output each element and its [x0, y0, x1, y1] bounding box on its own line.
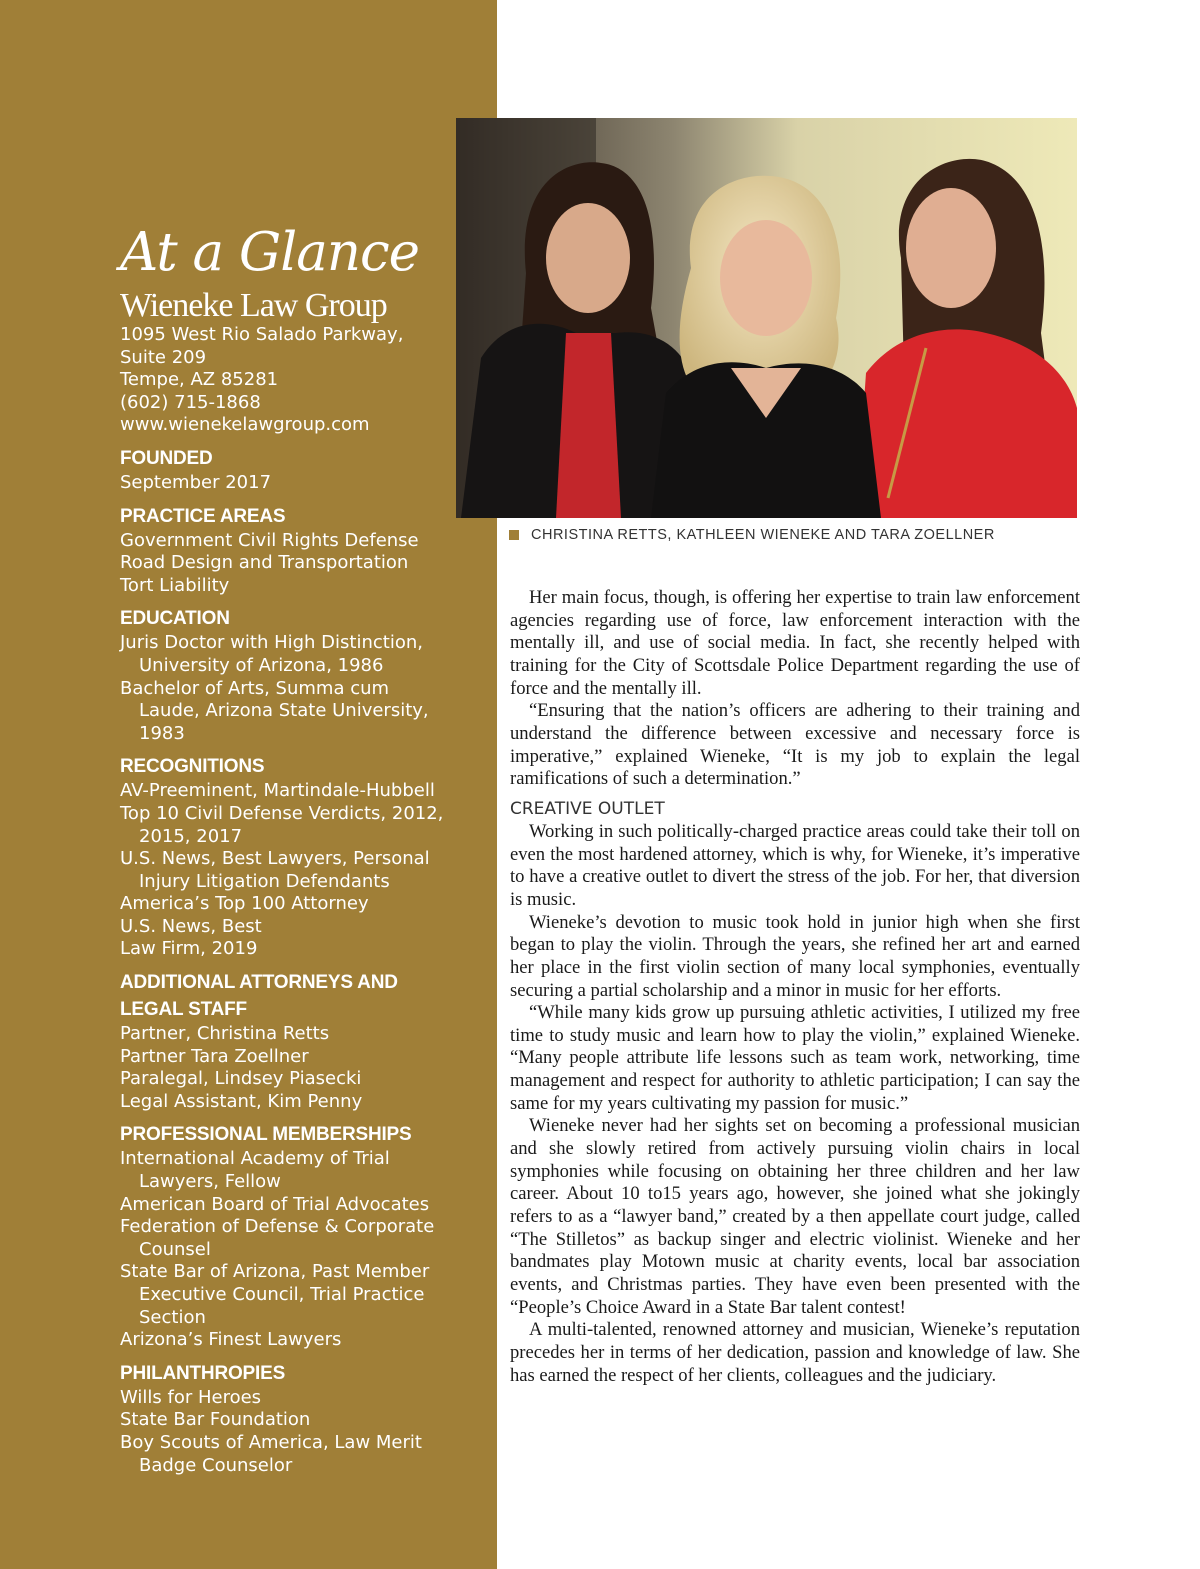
staff-heading-cont: LEGAL STAFF [120, 999, 247, 1021]
paragraph: Her main focus, though, is offering her expertise to train law enforcement agencies regarding use of force, law enforcement interaction with the mentally ill, and use of social media. In fact, she recently helped with training for the City of Scottsdale Police Department regarding the use of force and the mentally ill. [510, 587, 1080, 699]
education-item: Bachelor of Arts, Summa cum [120, 677, 390, 699]
city-line: Tempe, AZ 85281 [120, 369, 279, 391]
article-body [510, 587, 1080, 1387]
paragraph: Wieneke’s devotion to music took hold in junior high when she first began to play the violin. Through the years, she refined her art and earned her place in the first violin section of many local symphonies, eventually securing a partial scholarship and a minor in music for her efforts. [510, 911, 1080, 1001]
paragraph: “Ensuring that the nation’s officers are adhering to their training and understand the difference between excessive and necessary force is imperative,” explained Wieneke, “It is my job to explain the legal ramifications of such a determination.” [510, 700, 1080, 790]
at-a-glance-sidebar [0, 0, 497, 1569]
paragraph: Working in such politically-charged practice areas could take their toll on even the most hardened attorney, which is why, for Wieneke, it’s imperative to have a creative outlet to divert the stress of the job. For her, that diversion is music. [510, 820, 1080, 910]
education-item-cont: University of Arizona, 1986 [139, 654, 384, 676]
recognition-item: America’s Top 100 Attorney [120, 893, 369, 915]
founded-heading: FOUNDED [120, 447, 213, 469]
recognition-item: Top 10 Civil Defense Verdicts, 2012, [120, 802, 444, 824]
paragraph: “While many kids grow up pursuing athletic activities, I utilized my free time to study music and learn how to play the violin,” explained Wieneke. “Many people attribute life lessons such as team work, networking, time management and respect for authority to athletic participation; I can say the same for my years cultivating my passion for music.” [510, 1002, 1080, 1114]
sidebar-content [120, 222, 470, 1477]
website-link[interactable]: www.wienekelawgroup.com [120, 414, 370, 436]
practice-area-item: Government Civil Rights Defense [120, 529, 419, 551]
recognition-item-cont: 2015, 2017 [139, 825, 243, 847]
caption-bullet [509, 530, 519, 540]
contact-block [120, 324, 470, 437]
philanthropies-heading: PHILANTHROPIES [120, 1362, 286, 1384]
photo-caption [509, 524, 1109, 546]
recognition-item: U.S. News, Best Lawyers, Personal [120, 848, 430, 870]
practice-area-item: Road Design and Transportation [120, 552, 409, 574]
practice-area-item: Tort Liability [120, 574, 230, 596]
philanthropy-item: Boy Scouts of America, Law Merit [120, 1431, 422, 1453]
address-line: 1095 West Rio Salado Parkway, [120, 324, 404, 345]
recognition-item: Law Firm, 2019 [120, 938, 258, 960]
staff-item: Partner Tara Zoellner [120, 1045, 309, 1067]
membership-item-cont: Counsel [139, 1238, 211, 1260]
recognition-item-cont: Injury Litigation Defendants [139, 870, 390, 892]
section-subhead: CREATIVE OUTLET [510, 798, 665, 819]
firm-name: Wieneke Law Group [120, 287, 387, 324]
staff-item: Partner, Christina Retts [120, 1023, 330, 1045]
membership-item-cont: Executive Council, Trial Practice [139, 1284, 425, 1305]
philanthropy-item-cont: Badge Counselor [139, 1454, 293, 1476]
founded-value: September 2017 [120, 471, 272, 493]
membership-item: Federation of Defense & Corporate [120, 1216, 435, 1238]
education-heading: EDUCATION [120, 608, 230, 630]
practice-areas-heading: PRACTICE AREAS [120, 505, 286, 527]
education-item-cont: 1983 [139, 722, 185, 744]
membership-item: International Academy of Trial [120, 1148, 390, 1170]
education-item-cont: Laude, Arizona State University, [139, 700, 429, 722]
membership-item: American Board of Trial Advocates [120, 1193, 430, 1215]
recognitions-heading: RECOGNITIONS [120, 756, 265, 778]
sidebar-heading: At a Glance [120, 222, 420, 283]
phone-number: (602) 715-1868 [120, 391, 261, 413]
memberships-heading: PROFESSIONAL MEMBERSHIPS [120, 1124, 412, 1146]
photo-illustration [456, 118, 1077, 518]
staff-item: Legal Assistant, Kim Penny [120, 1090, 363, 1112]
attorneys-photo [456, 118, 1077, 518]
paragraph: Wieneke never had her sights set on becoming a professional musician and she slowly retired from actively pursuing violin chairs in local symphonies while focusing on obtaining her three children and her law career. About 10 to15 years ago, however, she joined what she jokingly refers to as a “lawyer band,” created by a then appellate court judge, called “The Stilletos” as backup singer and electric violinist. Wieneke and her bandmates play Motown music at charity events, local bar association events, and Christmas parties. They have even been presented with the “People’s Choice Award in a State Bar talent contest! [510, 1115, 1080, 1318]
membership-item-cont: Section [139, 1306, 206, 1328]
membership-item: Arizona’s Finest Lawyers [120, 1329, 342, 1351]
caption-text: CHRISTINA RETTS, KATHLEEN WIENEKE AND TARA ZOELLNER [531, 527, 995, 543]
staff-heading: ADDITIONAL ATTORNEYS AND [120, 972, 398, 994]
suite-line: Suite 209 [120, 346, 207, 368]
recognition-item: AV-Preeminent, Martindale-Hubbell [120, 780, 435, 802]
membership-item: State Bar of Arizona, Past Member [120, 1261, 430, 1283]
philanthropy-item: State Bar Foundation [120, 1409, 311, 1431]
philanthropy-item: Wills for Heroes [120, 1386, 262, 1408]
membership-item-cont: Lawyers, Fellow [139, 1171, 281, 1193]
recognition-item: U.S. News, Best [120, 915, 262, 937]
paragraph: A multi-talented, renowned attorney and musician, Wieneke’s reputation precedes her in terms of her dedication, passion and knowledge of law. She has earned the respect of her clients, colleagues and the judiciary. [510, 1319, 1080, 1386]
education-item: Juris Doctor with High Distinction, [120, 632, 423, 654]
staff-item: Paralegal, Lindsey Piasecki [120, 1068, 362, 1090]
